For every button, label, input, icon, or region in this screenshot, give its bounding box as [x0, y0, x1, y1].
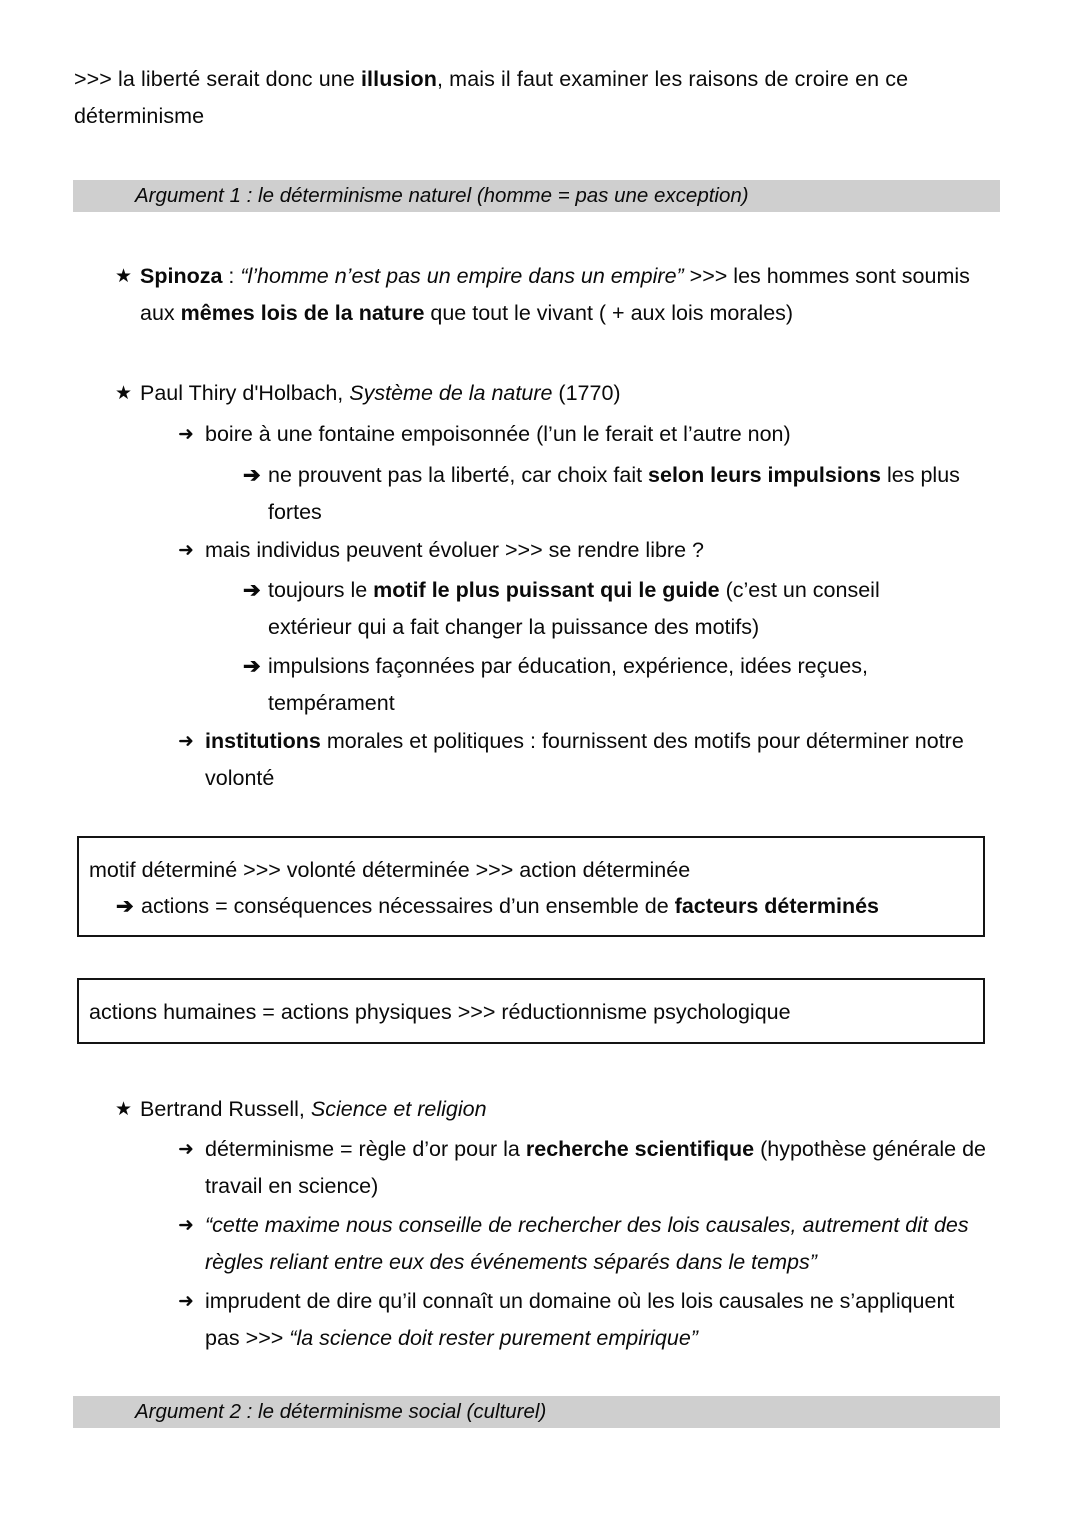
sub1a-plain-2: les plus fortes	[268, 463, 960, 524]
chevron-icon: ➜	[178, 1291, 194, 1312]
sub3-bold-institutions: institutions	[205, 729, 321, 753]
bullet-russell-sub-2-text: “cette maxime nous conseille de rechercher des lois causales, autrement dit des règles reliant entre eux des événements séparés dans le temps”	[205, 1213, 969, 1274]
section-heading-argument-1-label: Argument 1 : le déterminisme naturel (homme = pas une exception)	[135, 183, 749, 207]
bullet-holbach-sub-1-a	[243, 457, 995, 531]
bullet-russell-text	[140, 1091, 995, 1128]
bullet-holbach-sub-2-a	[243, 572, 923, 646]
chevron-icon: ➜	[178, 1139, 194, 1160]
callout-1-line-1: motif déterminé >>> volonté déterminée >>> action déterminée	[89, 858, 691, 882]
bullet-russell	[115, 1091, 995, 1128]
intro-bold-illusion: illusion	[360, 67, 438, 91]
callout-1-line-2-bold: facteurs déterminés	[674, 894, 880, 918]
chevron-icon: ➜	[178, 1215, 194, 1236]
spinoza-sep: :	[222, 264, 241, 288]
rsub1-plain-1: déterminisme = règle d’or pour la	[205, 1137, 526, 1161]
bullet-holbach-sub-2	[178, 532, 998, 569]
sub2a-bold-motif: motif le plus puissant qui le guide	[373, 578, 720, 602]
bullet-holbach-sub-1-a-text	[268, 457, 995, 531]
bullet-holbach-sub-1-text: boire à une fontaine empoisonnée (l’un le ferait et l’autre non)	[205, 422, 791, 446]
star-icon: ★	[115, 266, 133, 287]
bullet-holbach-sub-2-b-text: impulsions façonnées par éducation, expérience, idées reçues, tempérament	[268, 654, 868, 715]
callout-reductionnisme	[77, 978, 985, 1044]
sub1a-plain-1: ne prouvent pas la liberté, car choix fait	[268, 463, 649, 487]
bullet-russell-sub-3-text	[205, 1283, 978, 1357]
bullet-holbach-sub-1	[178, 416, 998, 453]
bullet-spinoza-text	[140, 258, 995, 332]
section-heading-argument-2	[73, 1396, 1000, 1428]
spinoza-name: Spinoza	[140, 264, 223, 288]
callout-2-line-1: actions humaines = actions physiques >>> réductionnisme psychologique	[89, 1000, 791, 1024]
sub1a-bold-impulsions: selon leurs impulsions	[648, 463, 882, 487]
russell-author: Bertrand Russell,	[140, 1097, 311, 1121]
holbach-title: Système de la nature	[349, 381, 553, 405]
bullet-holbach-sub-3-text	[205, 723, 978, 797]
chevron-icon: ➜	[178, 424, 194, 445]
sub2a-plain-1: toujours le	[268, 578, 374, 602]
intro-paragraph	[74, 61, 960, 135]
bullet-russell-sub-3	[178, 1283, 978, 1357]
section-heading-argument-1	[73, 180, 1000, 212]
arrow-icon: ➔	[243, 464, 261, 487]
rsub1-plain-2: (hypothèse générale de travail en science)	[205, 1137, 987, 1198]
bullet-russell-sub-1	[178, 1131, 996, 1205]
star-icon: ★	[115, 1099, 133, 1120]
intro-prefix: >>> la liberté serait donc une	[74, 67, 361, 91]
bullet-holbach-sub-2-a-text	[268, 572, 923, 646]
bullet-spinoza	[115, 258, 995, 332]
sub3-plain-1: morales et politiques : fournissent des motifs pour déterminer notre volonté	[205, 729, 964, 790]
rsub3-plain-1: imprudent de dire qu’il connaît un domaine où les lois causales ne s’appliquent pas >>>	[205, 1289, 955, 1350]
intro-suffix: , mais il faut examiner les raisons de croire en ce déterminisme	[74, 67, 909, 128]
spinoza-plain-3: que tout le vivant ( + aux lois morales)	[424, 301, 794, 325]
chevron-icon: ➜	[178, 731, 194, 752]
rsub1-bold-recherche: recherche scientifique	[525, 1137, 755, 1161]
rsub3-italic-quote: “la science doit rester purement empirique”	[289, 1326, 698, 1350]
bullet-holbach-text	[140, 375, 995, 412]
callout-1-line-2	[116, 889, 879, 924]
russell-title: Science et religion	[310, 1097, 487, 1121]
spinoza-plain-2: >>> les hommes sont soumis aux	[140, 264, 970, 325]
arrow-icon: ➔	[116, 895, 134, 918]
holbach-author: Paul Thiry d'Holbach,	[140, 381, 350, 405]
arrow-icon: ➔	[243, 655, 261, 678]
bullet-holbach-sub-2-b	[243, 648, 943, 722]
bullet-holbach-sub-3	[178, 723, 978, 797]
bullet-holbach-sub-2-text: mais individus peuvent évoluer >>> se rendre libre ?	[205, 538, 704, 562]
holbach-year: (1770)	[552, 381, 621, 405]
callout-determinisme-chaine	[77, 836, 985, 937]
chevron-icon: ➜	[178, 540, 194, 561]
callout-1-line-2-plain: actions = conséquences nécessaires d’un ensemble de	[141, 894, 675, 918]
sub2a-plain-2: (c’est un conseil extérieur qui a fait changer la puissance des motifs)	[268, 578, 880, 639]
bullet-russell-sub-1-text	[205, 1131, 996, 1205]
spinoza-bold-lois: mêmes lois de la nature	[180, 301, 425, 325]
arrow-icon: ➔	[243, 579, 261, 602]
section-heading-argument-2-label: Argument 2 : le déterminisme social (culturel)	[135, 1399, 547, 1423]
spinoza-quote: “l’homme n’est pas un empire dans un empire”	[240, 264, 684, 288]
star-icon: ★	[115, 383, 133, 404]
bullet-holbach	[115, 375, 995, 412]
bullet-russell-sub-2	[178, 1207, 1000, 1281]
